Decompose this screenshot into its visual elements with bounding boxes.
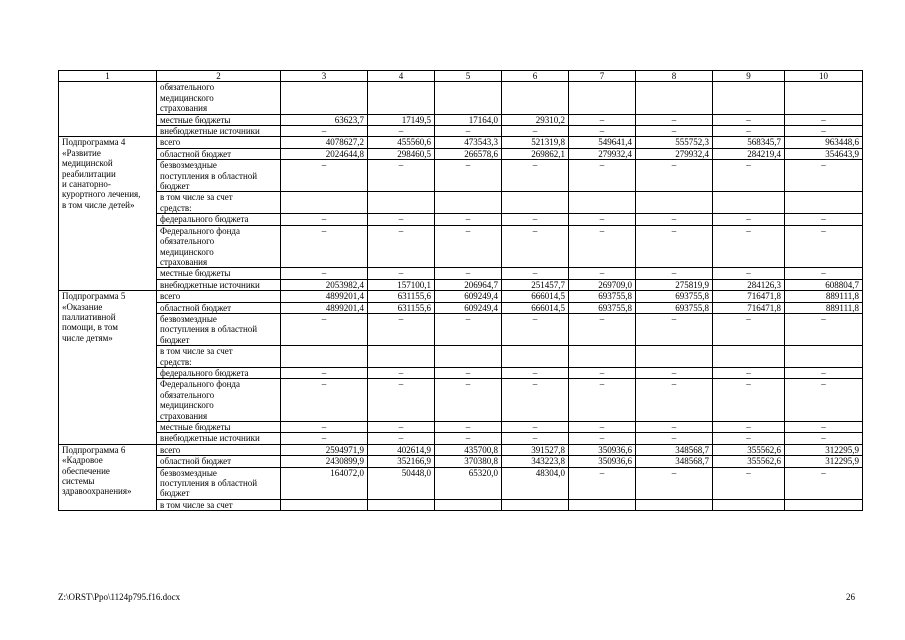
value-cell: – [785,433,863,444]
funding-source-cell: внебюджетные источники [157,433,281,444]
value-cell: – [281,214,368,225]
value-cell: 693755,8 [569,302,636,313]
value-cell: 279932,4 [569,148,636,159]
funding-source-cell: местные бюджеты [157,114,281,125]
funding-source-cell: местные бюджеты [157,268,281,279]
value-cell [368,192,435,214]
value-cell: – [435,225,502,268]
table-row [59,467,863,499]
value-cell [281,346,368,368]
value-cell [785,82,863,114]
value-cell: 889111,8 [785,302,863,313]
value-cell: 65320,0 [435,467,502,499]
value-cell: – [785,379,863,422]
value-cell: – [636,126,713,137]
program-name-cell [59,444,157,510]
value-cell: 354643,9 [785,148,863,159]
value-cell: – [281,433,368,444]
value-cell: – [569,214,636,225]
value-cell: – [502,160,569,192]
program-name-line: Подпрограмма 6 [62,444,126,455]
funding-source-cell: в том числе за счет средств: [157,346,281,368]
footer-page-number: 26 [846,592,855,602]
table-row [59,137,863,148]
value-cell: – [569,367,636,378]
value-cell [785,192,863,214]
table-row [59,499,863,510]
value-cell: 355562,6 [713,456,785,467]
value-cell: – [785,367,863,378]
value-cell [636,499,713,510]
value-cell [636,192,713,214]
value-cell: – [502,268,569,279]
value-cell: 716471,8 [713,302,785,313]
table-row [59,346,863,368]
value-cell: 312295,9 [785,444,863,455]
value-cell: – [502,225,569,268]
value-cell [368,82,435,114]
value-cell: – [636,433,713,444]
value-cell [636,82,713,114]
value-cell: – [785,114,863,125]
value-cell: 631155,6 [368,302,435,313]
value-cell [713,346,785,368]
value-cell [569,346,636,368]
value-cell: – [569,160,636,192]
value-cell: – [569,467,636,499]
value-cell: – [502,313,569,345]
value-cell: – [281,126,368,137]
value-cell: 279932,4 [636,148,713,159]
budget-table-sheet [58,70,862,511]
value-cell: – [713,467,785,499]
value-cell [785,499,863,510]
value-cell [502,192,569,214]
value-cell: – [368,422,435,433]
value-cell: 693755,8 [569,291,636,302]
value-cell: – [785,126,863,137]
value-cell [435,192,502,214]
value-cell: – [435,422,502,433]
value-cell [281,82,368,114]
value-cell [368,346,435,368]
value-cell: 48304,0 [502,467,569,499]
value-cell: – [636,379,713,422]
value-cell [569,499,636,510]
value-cell [785,346,863,368]
value-cell: – [368,225,435,268]
program-name-cell [59,291,157,445]
program-name-line: медицинской реабилитации и санаторно- [62,158,116,190]
value-cell: 4899201,4 [281,291,368,302]
value-cell: 352166,9 [368,456,435,467]
value-cell: 206964,7 [435,279,502,290]
value-cell: – [281,422,368,433]
value-cell: – [785,160,863,192]
value-cell: 2024644,8 [281,148,368,159]
value-cell [569,82,636,114]
value-cell: 666014,5 [502,291,569,302]
value-cell: – [636,225,713,268]
value-cell: 631155,6 [368,291,435,302]
table-row [59,148,863,159]
value-cell: 693755,8 [636,291,713,302]
value-cell: 568345,7 [713,137,785,148]
value-cell: – [713,379,785,422]
value-cell: – [368,214,435,225]
value-cell [368,499,435,510]
funding-source-cell: областной бюджет [157,148,281,159]
value-cell: – [636,313,713,345]
value-cell: – [569,225,636,268]
funding-source-cell: Федерального фонда обязательного медицинского страхования [157,379,281,422]
table-row [59,82,863,114]
table-row [59,214,863,225]
value-cell: – [569,268,636,279]
value-cell: 350936,6 [569,456,636,467]
funding-source-cell: всего [157,444,281,455]
table-row [59,313,863,345]
value-cell: – [713,313,785,345]
header-cell: 4 [368,71,435,82]
value-cell: – [713,114,785,125]
value-cell: 348568,7 [636,444,713,455]
value-cell: – [636,268,713,279]
value-cell: – [435,214,502,225]
program-name-line: «Кадровое [62,455,103,466]
value-cell: 608804,7 [785,279,863,290]
funding-source-cell: безвозмездные поступления в областной бюджет [157,467,281,499]
value-cell: – [713,433,785,444]
value-cell: 348568,7 [636,456,713,467]
value-cell: 549641,4 [569,137,636,148]
value-cell: – [636,422,713,433]
value-cell: – [785,225,863,268]
value-cell: – [636,160,713,192]
value-cell: – [368,160,435,192]
funding-source-cell: безвозмездные поступления в областной бюджет [157,313,281,345]
value-cell: 370380,8 [435,456,502,467]
value-cell: – [713,225,785,268]
value-cell: – [281,160,368,192]
program-name-line: паллиативной помощи, в том числе детям» [62,311,118,343]
value-cell: 2053982,4 [281,279,368,290]
value-cell: 164072,0 [281,467,368,499]
table-row [59,291,863,302]
value-cell: – [435,160,502,192]
value-cell: 312295,9 [785,456,863,467]
value-cell: 17149,5 [368,114,435,125]
value-cell: 157100,1 [368,279,435,290]
value-cell: – [569,379,636,422]
table-row [59,160,863,192]
value-cell: 455560,6 [368,137,435,148]
funding-source-cell: безвозмездные поступления в областной бюджет [157,160,281,192]
value-cell: 889111,8 [785,291,863,302]
value-cell: – [435,367,502,378]
funding-source-cell: местные бюджеты [157,422,281,433]
value-cell: 350936,6 [569,444,636,455]
table-row [59,114,863,125]
value-cell: – [785,268,863,279]
value-cell: 435700,8 [435,444,502,455]
value-cell: – [713,126,785,137]
value-cell: – [435,379,502,422]
funding-source-cell: всего [157,291,281,302]
value-cell: – [281,268,368,279]
program-name-line: «Оказание [62,301,103,312]
header-cell: 9 [713,71,785,82]
funding-source-cell: федерального бюджета [157,214,281,225]
value-cell: – [281,367,368,378]
header-cell: 3 [281,71,368,82]
value-cell [713,192,785,214]
value-cell: 275819,9 [636,279,713,290]
value-cell: 609249,4 [435,302,502,313]
funding-source-cell: областной бюджет [157,302,281,313]
funding-source-cell: областной бюджет [157,456,281,467]
table-row [59,456,863,467]
header-cell: 6 [502,71,569,82]
value-cell: 29310,2 [502,114,569,125]
value-cell: 284126,3 [713,279,785,290]
value-cell [435,82,502,114]
table-row [59,302,863,313]
value-cell: 2594971,9 [281,444,368,455]
value-cell [281,192,368,214]
value-cell: 251457,7 [502,279,569,290]
value-cell: 521319,8 [502,137,569,148]
value-cell: – [569,313,636,345]
table-row [59,422,863,433]
funding-source-cell: внебюджетные источники [157,126,281,137]
header-cell: 5 [435,71,502,82]
header-cell: 7 [569,71,636,82]
value-cell: 555752,3 [636,137,713,148]
program-name-line: курортного лечения, в том числе детей» [62,189,141,210]
value-cell [502,346,569,368]
value-cell: 4899201,4 [281,302,368,313]
value-cell: – [281,313,368,345]
value-cell: – [785,467,863,499]
value-cell [636,346,713,368]
table-row [59,444,863,455]
value-cell: 266578,6 [435,148,502,159]
funding-source-cell: всего [157,137,281,148]
value-cell: 391527,8 [502,444,569,455]
value-cell: 963448,6 [785,137,863,148]
value-cell: – [368,367,435,378]
value-cell [435,346,502,368]
value-cell: – [281,225,368,268]
value-cell: – [569,433,636,444]
value-cell [713,82,785,114]
value-cell [281,499,368,510]
funding-source-cell: внебюджетные источники [157,279,281,290]
value-cell: – [713,160,785,192]
funding-source-cell: обязательного медицинского страхования [157,82,281,114]
value-cell: – [636,367,713,378]
value-cell: 4078627,2 [281,137,368,148]
value-cell: – [435,433,502,444]
program-name-cell [59,82,157,137]
value-cell: 343223,8 [502,456,569,467]
value-cell: – [435,268,502,279]
value-cell: – [713,268,785,279]
table-row [59,379,863,422]
table-row [59,268,863,279]
value-cell: 402614,9 [368,444,435,455]
value-cell: – [502,433,569,444]
header-cell: 8 [636,71,713,82]
value-cell: 17164,0 [435,114,502,125]
value-cell: – [713,214,785,225]
value-cell: – [713,422,785,433]
value-cell: – [502,422,569,433]
header-cell: 1 [59,71,157,82]
value-cell: – [785,422,863,433]
program-name-line: «Развитие [62,147,101,158]
value-cell: 473543,3 [435,137,502,148]
value-cell [502,82,569,114]
table-row [59,279,863,290]
table-row [59,367,863,378]
table-row [59,126,863,137]
value-cell: 269709,0 [569,279,636,290]
value-cell: – [636,114,713,125]
budget-table [58,70,863,511]
funding-source-cell: Федерального фонда обязательного медицинского страхования [157,225,281,268]
value-cell: – [368,126,435,137]
value-cell: – [502,126,569,137]
value-cell: – [569,422,636,433]
program-name-cell [59,137,157,291]
value-cell: 666014,5 [502,302,569,313]
value-cell: 298460,5 [368,148,435,159]
value-cell: – [435,313,502,345]
value-cell: – [569,114,636,125]
funding-source-cell: в том числе за счет средств: [157,192,281,214]
value-cell: 269862,1 [502,148,569,159]
value-cell: – [636,467,713,499]
footer-file-path: Z:\ORST\Ppo\1124p795.f16.docx [58,592,181,602]
value-cell: – [502,367,569,378]
value-cell: 2430899,9 [281,456,368,467]
value-cell: 284219,4 [713,148,785,159]
value-cell [713,499,785,510]
value-cell: – [569,126,636,137]
value-cell: – [281,379,368,422]
value-cell: 63623,7 [281,114,368,125]
value-cell: 716471,8 [713,291,785,302]
value-cell: – [785,313,863,345]
value-cell: – [368,379,435,422]
value-cell [435,499,502,510]
value-cell: – [502,379,569,422]
funding-source-cell: федерального бюджета [157,367,281,378]
header-cell: 2 [157,71,281,82]
value-cell: – [368,433,435,444]
value-cell: 355562,6 [713,444,785,455]
value-cell: – [435,126,502,137]
value-cell: 609249,4 [435,291,502,302]
value-cell [502,499,569,510]
value-cell: 50448,0 [368,467,435,499]
value-cell [569,192,636,214]
table-row [59,192,863,214]
program-name-line: Подпрограмма 4 [62,137,126,148]
table-header-row [59,71,863,82]
value-cell: – [636,214,713,225]
program-name-line: обеспечение системы здравоохранения» [62,465,132,497]
value-cell: – [502,214,569,225]
value-cell: – [368,268,435,279]
funding-source-cell: в том числе за счет [157,499,281,510]
table-row [59,225,863,268]
value-cell: – [368,313,435,345]
table-row [59,433,863,444]
value-cell: – [785,214,863,225]
program-name-line: Подпрограмма 5 [62,291,126,302]
value-cell: 693755,8 [636,302,713,313]
value-cell: – [713,367,785,378]
header-cell: 10 [785,71,863,82]
